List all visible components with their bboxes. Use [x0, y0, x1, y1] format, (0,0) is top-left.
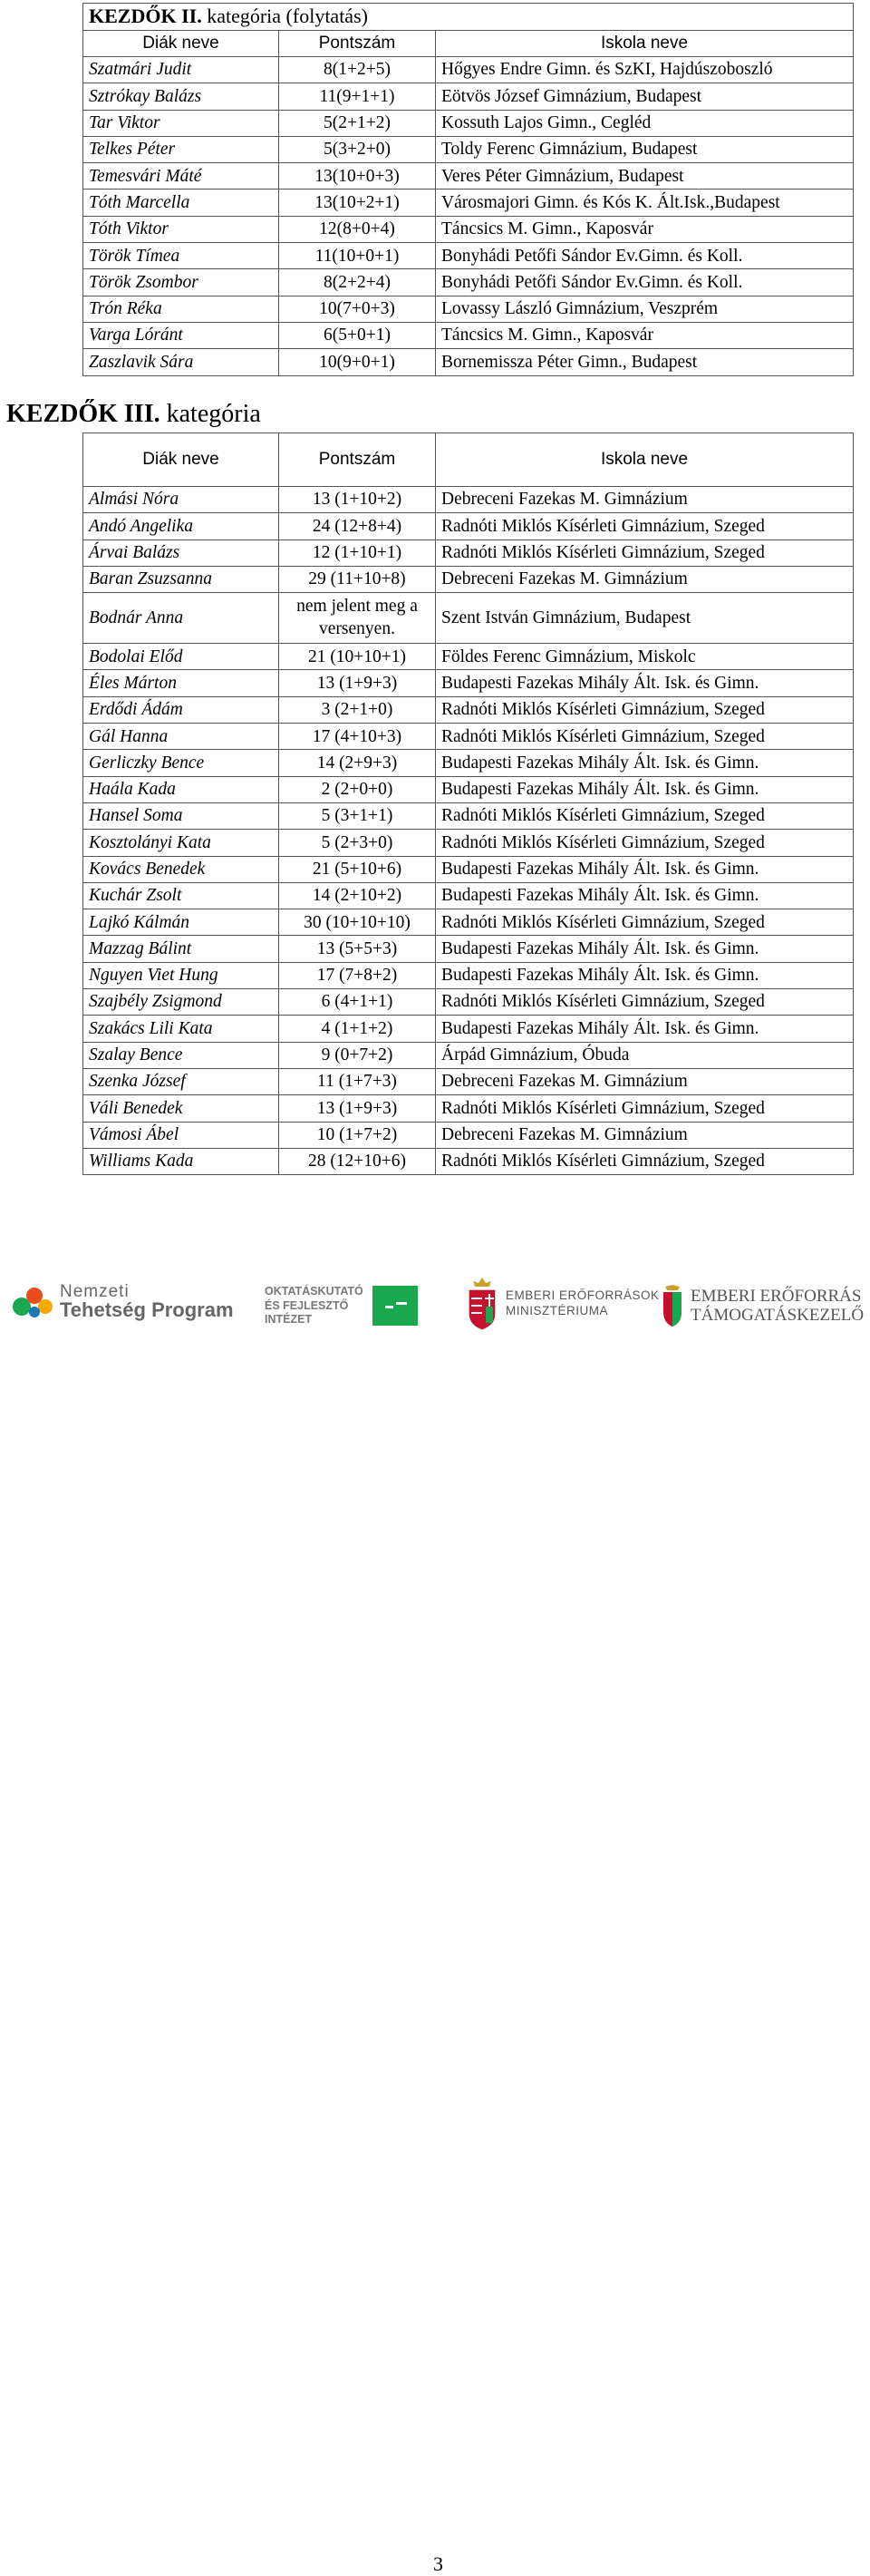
points-cell: 13(10+2+1)	[279, 190, 436, 216]
student-name: Varga Lóránt	[83, 322, 279, 348]
student-name: Éles Márton	[83, 670, 279, 696]
table-row	[83, 83, 854, 110]
student-name: Gerliczky Bence	[83, 750, 279, 776]
school-name: Radnóti Miklós Kísérleti Gimnázium, Szeged	[436, 909, 854, 936]
school-name: Szent István Gimnázium, Budapest	[436, 593, 854, 644]
section-title-kezdok-3: KEZDŐK III. kategória	[6, 400, 261, 428]
tehetseg-swirl-icon	[7, 1279, 58, 1323]
school-name: Árpád Gimnázium, Óbuda	[436, 1042, 854, 1068]
student-name: Szenka József	[83, 1068, 279, 1094]
points-cell: nem jelent meg a versenyen.	[279, 593, 436, 644]
table-row	[83, 269, 854, 296]
points-cell: 12(8+0+4)	[279, 216, 436, 242]
table-row	[83, 644, 854, 670]
student-name: Kosztolányi Kata	[83, 830, 279, 856]
school-name: Debreceni Fazekas M. Gimnázium	[436, 1068, 854, 1094]
points-cell: 30 (10+10+10)	[279, 909, 436, 936]
table-row	[83, 190, 854, 216]
school-name: Budapesti Fazekas Mihály Ált. Isk. és Gimn.	[436, 1016, 854, 1042]
table-row	[83, 696, 854, 723]
table-caption: KEZDŐK II. kategória (folytatás)	[83, 4, 854, 31]
school-name: Veres Péter Gimnázium, Budapest	[436, 163, 854, 190]
points-cell: 14 (2+9+3)	[279, 750, 436, 776]
student-name: Sztrókay Balázs	[83, 83, 279, 110]
table-row	[83, 163, 854, 190]
student-name: Gál Hanna	[83, 724, 279, 750]
school-name: Budapesti Fazekas Mihály Ált. Isk. és Gimn.	[436, 776, 854, 802]
points-cell: 2 (2+0+0)	[279, 776, 436, 802]
logo2-line1: OKTATÁSKUTATÓ	[265, 1285, 363, 1298]
table-row	[83, 856, 854, 882]
table-row	[83, 882, 854, 909]
student-name: Szakács Lili Kata	[83, 1016, 279, 1042]
school-name: Táncsics M. Gimn., Kaposvár	[436, 322, 854, 348]
points-cell: 8(2+2+4)	[279, 269, 436, 296]
table-kezdok-2	[82, 3, 854, 376]
page-number: 3	[433, 2552, 443, 2575]
student-name: Erdődi Ádám	[83, 696, 279, 723]
table-row	[83, 962, 854, 988]
school-name: Radnóti Miklós Kísérleti Gimnázium, Szeged	[436, 513, 854, 540]
points-cell: 11 (1+7+3)	[279, 1068, 436, 1094]
table-row	[83, 243, 854, 269]
coat-of-arms-small-icon	[662, 1285, 683, 1328]
student-name: Andó Angelika	[83, 513, 279, 540]
header-points: Pontszám	[279, 31, 436, 57]
student-name: Török Zsombor	[83, 269, 279, 296]
table-row	[83, 1095, 854, 1122]
school-name: Radnóti Miklós Kísérleti Gimnázium, Szeged	[436, 802, 854, 829]
student-name: Bodolai Előd	[83, 644, 279, 670]
student-name: Trón Réka	[83, 296, 279, 322]
school-name: Radnóti Miklós Kísérleti Gimnázium, Szeged	[436, 540, 854, 566]
points-cell: 5 (3+1+1)	[279, 802, 436, 829]
school-name: Táncsics M. Gimn., Kaposvár	[436, 216, 854, 242]
student-name: Mazzag Bálint	[83, 936, 279, 962]
hungarian-coat-of-arms-icon	[466, 1278, 498, 1330]
header-points: Pontszám	[279, 433, 436, 487]
points-cell: 28 (12+10+6)	[279, 1148, 436, 1174]
student-name: Baran Zsuzsanna	[83, 566, 279, 592]
student-name: Haála Kada	[83, 776, 279, 802]
student-name: Temesvári Máté	[83, 163, 279, 190]
school-name: Bonyhádi Petőfi Sándor Ev.Gimn. és Koll.	[436, 243, 854, 269]
table-row	[83, 802, 854, 829]
student-name: Szatmári Judit	[83, 57, 279, 83]
points-cell: 24 (12+8+4)	[279, 513, 436, 540]
points-cell: 17 (7+8+2)	[279, 962, 436, 988]
logo-nemzeti-tehetseg-program	[7, 1279, 234, 1323]
student-name: Almási Nóra	[83, 487, 279, 513]
table-row	[83, 349, 854, 375]
school-name: Bonyhádi Petőfi Sándor Ev.Gimn. és Koll.	[436, 269, 854, 296]
header-school: Iskola neve	[436, 433, 854, 487]
logo4-line2: TÁMOGATÁSKEZELŐ	[691, 1306, 865, 1325]
table-row	[83, 1042, 854, 1068]
logo-emmi	[466, 1278, 660, 1330]
logo3-line2: MINISZTÉRIUMA	[506, 1304, 608, 1317]
student-name: Váli Benedek	[83, 1095, 279, 1122]
school-name: Budapesti Fazekas Mihály Ált. Isk. és Gimn.	[436, 962, 854, 988]
school-name: Radnóti Miklós Kísérleti Gimnázium, Szeged	[436, 696, 854, 723]
student-name: Tóth Viktor	[83, 216, 279, 242]
student-name: Kovács Benedek	[83, 856, 279, 882]
student-name: Tar Viktor	[83, 110, 279, 136]
school-name: Budapesti Fazekas Mihály Ált. Isk. és Gimn.	[436, 936, 854, 962]
table-row	[83, 1122, 854, 1148]
table-row	[83, 540, 854, 566]
table-row	[83, 1148, 854, 1174]
student-name: Szalay Bence	[83, 1042, 279, 1068]
table-row	[83, 513, 854, 540]
school-name: Debreceni Fazekas M. Gimnázium	[436, 566, 854, 592]
school-name: Radnóti Miklós Kísérleti Gimnázium, Szeged	[436, 989, 854, 1016]
student-name: Tóth Marcella	[83, 190, 279, 216]
points-cell: 12 (1+10+1)	[279, 540, 436, 566]
points-cell: 11(9+1+1)	[279, 83, 436, 110]
points-cell: 13 (1+9+3)	[279, 670, 436, 696]
student-name: Lajkó Kálmán	[83, 909, 279, 936]
ofi-green-square-icon	[372, 1286, 418, 1326]
table-row	[83, 57, 854, 83]
points-cell: 13 (5+5+3)	[279, 936, 436, 962]
table-row	[83, 750, 854, 776]
table-row	[83, 322, 854, 348]
points-cell: 29 (11+10+8)	[279, 566, 436, 592]
points-cell: 10(9+0+1)	[279, 349, 436, 375]
points-cell: 17 (4+10+3)	[279, 724, 436, 750]
logo2-line2: ÉS FEJLESZTŐ	[265, 1298, 349, 1312]
school-name: Radnóti Miklós Kísérleti Gimnázium, Szeged	[436, 724, 854, 750]
logo4-line1: EMBERI ERŐFORRÁS	[691, 1287, 862, 1307]
table-row	[83, 136, 854, 162]
school-name: Budapesti Fazekas Mihály Ált. Isk. és Gimn.	[436, 882, 854, 909]
table-row	[83, 296, 854, 322]
student-name: Kuchár Zsolt	[83, 882, 279, 909]
student-name: Török Tímea	[83, 243, 279, 269]
school-name: Radnóti Miklós Kísérleti Gimnázium, Szeged	[436, 1148, 854, 1174]
student-name: Szajbély Zsigmond	[83, 989, 279, 1016]
table-row	[83, 936, 854, 962]
points-cell: 10(7+0+3)	[279, 296, 436, 322]
logo1-line1: Nemzeti	[60, 1281, 130, 1301]
logo2-line3: INTÉZET	[265, 1313, 313, 1327]
school-name: Kossuth Lajos Gimn., Cegléd	[436, 110, 854, 136]
table-row	[83, 1016, 854, 1042]
points-cell: 13 (1+9+3)	[279, 1095, 436, 1122]
student-name: Williams Kada	[83, 1148, 279, 1174]
table-row	[83, 989, 854, 1016]
points-cell: 8(1+2+5)	[279, 57, 436, 83]
table-row	[83, 216, 854, 242]
school-name: Budapesti Fazekas Mihály Ált. Isk. és Gimn.	[436, 670, 854, 696]
student-name: Telkes Péter	[83, 136, 279, 162]
points-cell: 5(2+1+2)	[279, 110, 436, 136]
school-name: Lovassy László Gimnázium, Veszprém	[436, 296, 854, 322]
student-name: Nguyen Viet Hung	[83, 962, 279, 988]
school-name: Eötvös József Gimnázium, Budapest	[436, 83, 854, 110]
footer-logos	[0, 1274, 870, 2575]
student-name: Árvai Balázs	[83, 540, 279, 566]
student-name: Hansel Soma	[83, 802, 279, 829]
table-row	[83, 724, 854, 750]
points-cell: 4 (1+1+2)	[279, 1016, 436, 1042]
points-cell: 3 (2+1+0)	[279, 696, 436, 723]
logo1-line2: Tehetség Program	[60, 1298, 234, 1321]
table-kezdok-3	[82, 433, 854, 1175]
school-name: Radnóti Miklós Kísérleti Gimnázium, Szeged	[436, 1095, 854, 1122]
points-cell: 5(3+2+0)	[279, 136, 436, 162]
school-name: Radnóti Miklós Kísérleti Gimnázium, Szeged	[436, 830, 854, 856]
table-row	[83, 909, 854, 936]
points-cell: 13(10+0+3)	[279, 163, 436, 190]
school-name: Bornemissza Péter Gimn., Budapest	[436, 349, 854, 375]
school-name: Hőgyes Endre Gimn. és SzKI, Hajdúszoboszló	[436, 57, 854, 83]
school-name: Debreceni Fazekas M. Gimnázium	[436, 487, 854, 513]
header-name: Diák neve	[83, 31, 279, 57]
points-cell: 5 (2+3+0)	[279, 830, 436, 856]
table-row	[83, 566, 854, 592]
points-cell: 6(5+0+1)	[279, 322, 436, 348]
points-cell: 6 (4+1+1)	[279, 989, 436, 1016]
points-cell: 21 (10+10+1)	[279, 644, 436, 670]
student-name: Vámosi Ábel	[83, 1122, 279, 1148]
student-name: Bodnár Anna	[83, 593, 279, 644]
logo3-line1: EMBERI ERŐFORRÁSOK	[506, 1288, 660, 1303]
points-cell: 11(10+0+1)	[279, 243, 436, 269]
school-name: Budapesti Fazekas Mihály Ált. Isk. és Gimn.	[436, 856, 854, 882]
student-name: Zaszlavik Sára	[83, 349, 279, 375]
logo-ofi	[265, 1285, 418, 1327]
school-name: Toldy Ferenc Gimnázium, Budapest	[436, 136, 854, 162]
points-cell: 10 (1+7+2)	[279, 1122, 436, 1148]
table-row	[83, 776, 854, 802]
logo-emet	[662, 1285, 864, 1328]
table-row	[83, 110, 854, 136]
table-row	[83, 593, 854, 644]
table-row	[83, 1068, 854, 1094]
school-name: Debreceni Fazekas M. Gimnázium	[436, 1122, 854, 1148]
school-name: Földes Ferenc Gimnázium, Miskolc	[436, 644, 854, 670]
header-school: Iskola neve	[436, 31, 854, 57]
points-cell: 14 (2+10+2)	[279, 882, 436, 909]
points-cell: 21 (5+10+6)	[279, 856, 436, 882]
points-cell: 13 (1+10+2)	[279, 487, 436, 513]
points-cell: 9 (0+7+2)	[279, 1042, 436, 1068]
table-row	[83, 487, 854, 513]
table-row	[83, 830, 854, 856]
header-name: Diák neve	[83, 433, 279, 487]
school-name: Budapesti Fazekas Mihály Ált. Isk. és Gimn.	[436, 750, 854, 776]
table-row	[83, 670, 854, 696]
school-name: Városmajori Gimn. és Kós K. Ált.Isk.,Budapest	[436, 190, 854, 216]
